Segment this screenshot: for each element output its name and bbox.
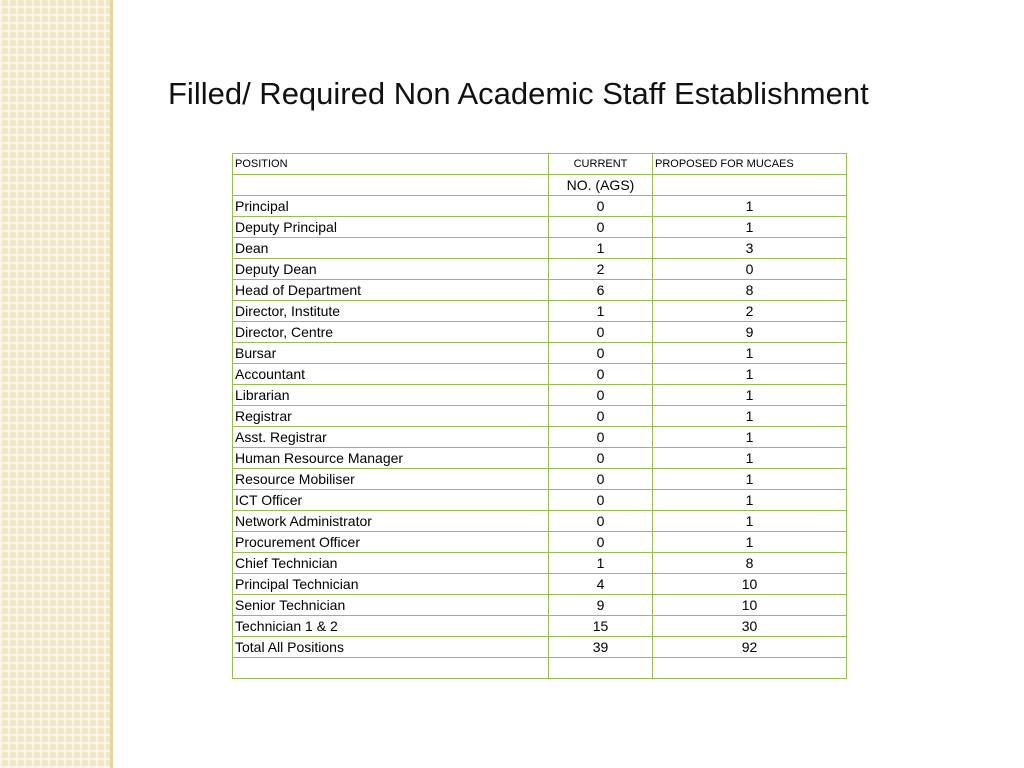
table-row <box>233 553 847 574</box>
table-row <box>233 490 847 511</box>
cell-current: 0 <box>549 196 653 217</box>
cell-position: Senior Technician <box>233 595 549 616</box>
cell-proposed: 1 <box>653 364 847 385</box>
table-row <box>233 532 847 553</box>
cell-proposed: 2 <box>653 301 847 322</box>
cell-position: Total All Positions <box>233 637 549 658</box>
table-row <box>233 469 847 490</box>
table-row <box>233 196 847 217</box>
cell-position: Director, Centre <box>233 322 549 343</box>
table-row <box>233 217 847 238</box>
table-subheader-row <box>233 175 847 196</box>
table-header-row <box>233 154 847 175</box>
cell-proposed: 1 <box>653 490 847 511</box>
cell-proposed: 1 <box>653 427 847 448</box>
cell-proposed: 3 <box>653 238 847 259</box>
cell-current: 0 <box>549 343 653 364</box>
table-row <box>233 616 847 637</box>
cell-current: 9 <box>549 595 653 616</box>
table-row <box>233 364 847 385</box>
cell-position <box>233 658 549 679</box>
page-title: Filled/ Required Non Academic Staff Establishment <box>168 76 869 111</box>
cell-proposed: 0 <box>653 259 847 280</box>
cell-proposed: 1 <box>653 469 847 490</box>
cell-current: 15 <box>549 616 653 637</box>
cell-current: 1 <box>549 301 653 322</box>
cell-position: Principal Technician <box>233 574 549 595</box>
cell-position: Procurement Officer <box>233 532 549 553</box>
table-row <box>233 259 847 280</box>
cell-position: Principal <box>233 196 549 217</box>
cell-current: 6 <box>549 280 653 301</box>
decorative-side-strip <box>0 0 113 768</box>
cell-proposed: 1 <box>653 196 847 217</box>
cell-proposed: 92 <box>653 637 847 658</box>
cell-position: Head of Department <box>233 280 549 301</box>
cell-proposed: 1 <box>653 511 847 532</box>
table-row <box>233 343 847 364</box>
subheader-position <box>233 175 549 196</box>
table-row <box>233 238 847 259</box>
cell-position: Human Resource Manager <box>233 448 549 469</box>
cell-position: Asst. Registrar <box>233 427 549 448</box>
table-row <box>233 574 847 595</box>
cell-proposed: 30 <box>653 616 847 637</box>
cell-position: Deputy Principal <box>233 217 549 238</box>
cell-proposed: 10 <box>653 595 847 616</box>
cell-proposed: 8 <box>653 553 847 574</box>
staff-table <box>232 153 847 679</box>
cell-position: Dean <box>233 238 549 259</box>
cell-current: 0 <box>549 217 653 238</box>
cell-current: 0 <box>549 406 653 427</box>
table-row <box>233 448 847 469</box>
cell-current <box>549 658 653 679</box>
cell-proposed: 1 <box>653 532 847 553</box>
header-current: CURRENT <box>549 154 653 175</box>
cell-position: Bursar <box>233 343 549 364</box>
cell-current: 0 <box>549 385 653 406</box>
cell-current: 1 <box>549 238 653 259</box>
cell-position: Librarian <box>233 385 549 406</box>
cell-position: Chief Technician <box>233 553 549 574</box>
cell-position: Resource Mobiliser <box>233 469 549 490</box>
cell-proposed: 1 <box>653 406 847 427</box>
cell-current: 0 <box>549 532 653 553</box>
cell-position: Accountant <box>233 364 549 385</box>
cell-current: 0 <box>549 364 653 385</box>
cell-position: Director, Institute <box>233 301 549 322</box>
table-row <box>233 658 847 679</box>
table-row <box>233 385 847 406</box>
table-row <box>233 280 847 301</box>
table-row <box>233 595 847 616</box>
cell-proposed: 1 <box>653 385 847 406</box>
cell-position: Deputy Dean <box>233 259 549 280</box>
cell-current: 39 <box>549 637 653 658</box>
cell-current: 0 <box>549 448 653 469</box>
cell-current: 0 <box>549 427 653 448</box>
cell-current: 0 <box>549 511 653 532</box>
table-row <box>233 511 847 532</box>
cell-current: 0 <box>549 322 653 343</box>
subheader-current: NO. (AGS) <box>549 175 653 196</box>
cell-proposed: 1 <box>653 343 847 364</box>
cell-proposed <box>653 658 847 679</box>
header-position: POSITION <box>233 154 549 175</box>
cell-position: Network Administrator <box>233 511 549 532</box>
cell-proposed: 10 <box>653 574 847 595</box>
cell-current: 2 <box>549 259 653 280</box>
cell-proposed: 8 <box>653 280 847 301</box>
cell-proposed: 9 <box>653 322 847 343</box>
cell-position: Technician 1 & 2 <box>233 616 549 637</box>
subheader-proposed <box>653 175 847 196</box>
header-proposed: PROPOSED FOR MUCAES <box>653 154 847 175</box>
cell-current: 0 <box>549 469 653 490</box>
table-row <box>233 406 847 427</box>
table-row <box>233 637 847 658</box>
table-row <box>233 301 847 322</box>
cell-proposed: 1 <box>653 448 847 469</box>
cell-position: ICT Officer <box>233 490 549 511</box>
cell-current: 1 <box>549 553 653 574</box>
table-row <box>233 322 847 343</box>
cell-current: 0 <box>549 490 653 511</box>
table-row <box>233 427 847 448</box>
cell-current: 4 <box>549 574 653 595</box>
cell-proposed: 1 <box>653 217 847 238</box>
cell-position: Registrar <box>233 406 549 427</box>
